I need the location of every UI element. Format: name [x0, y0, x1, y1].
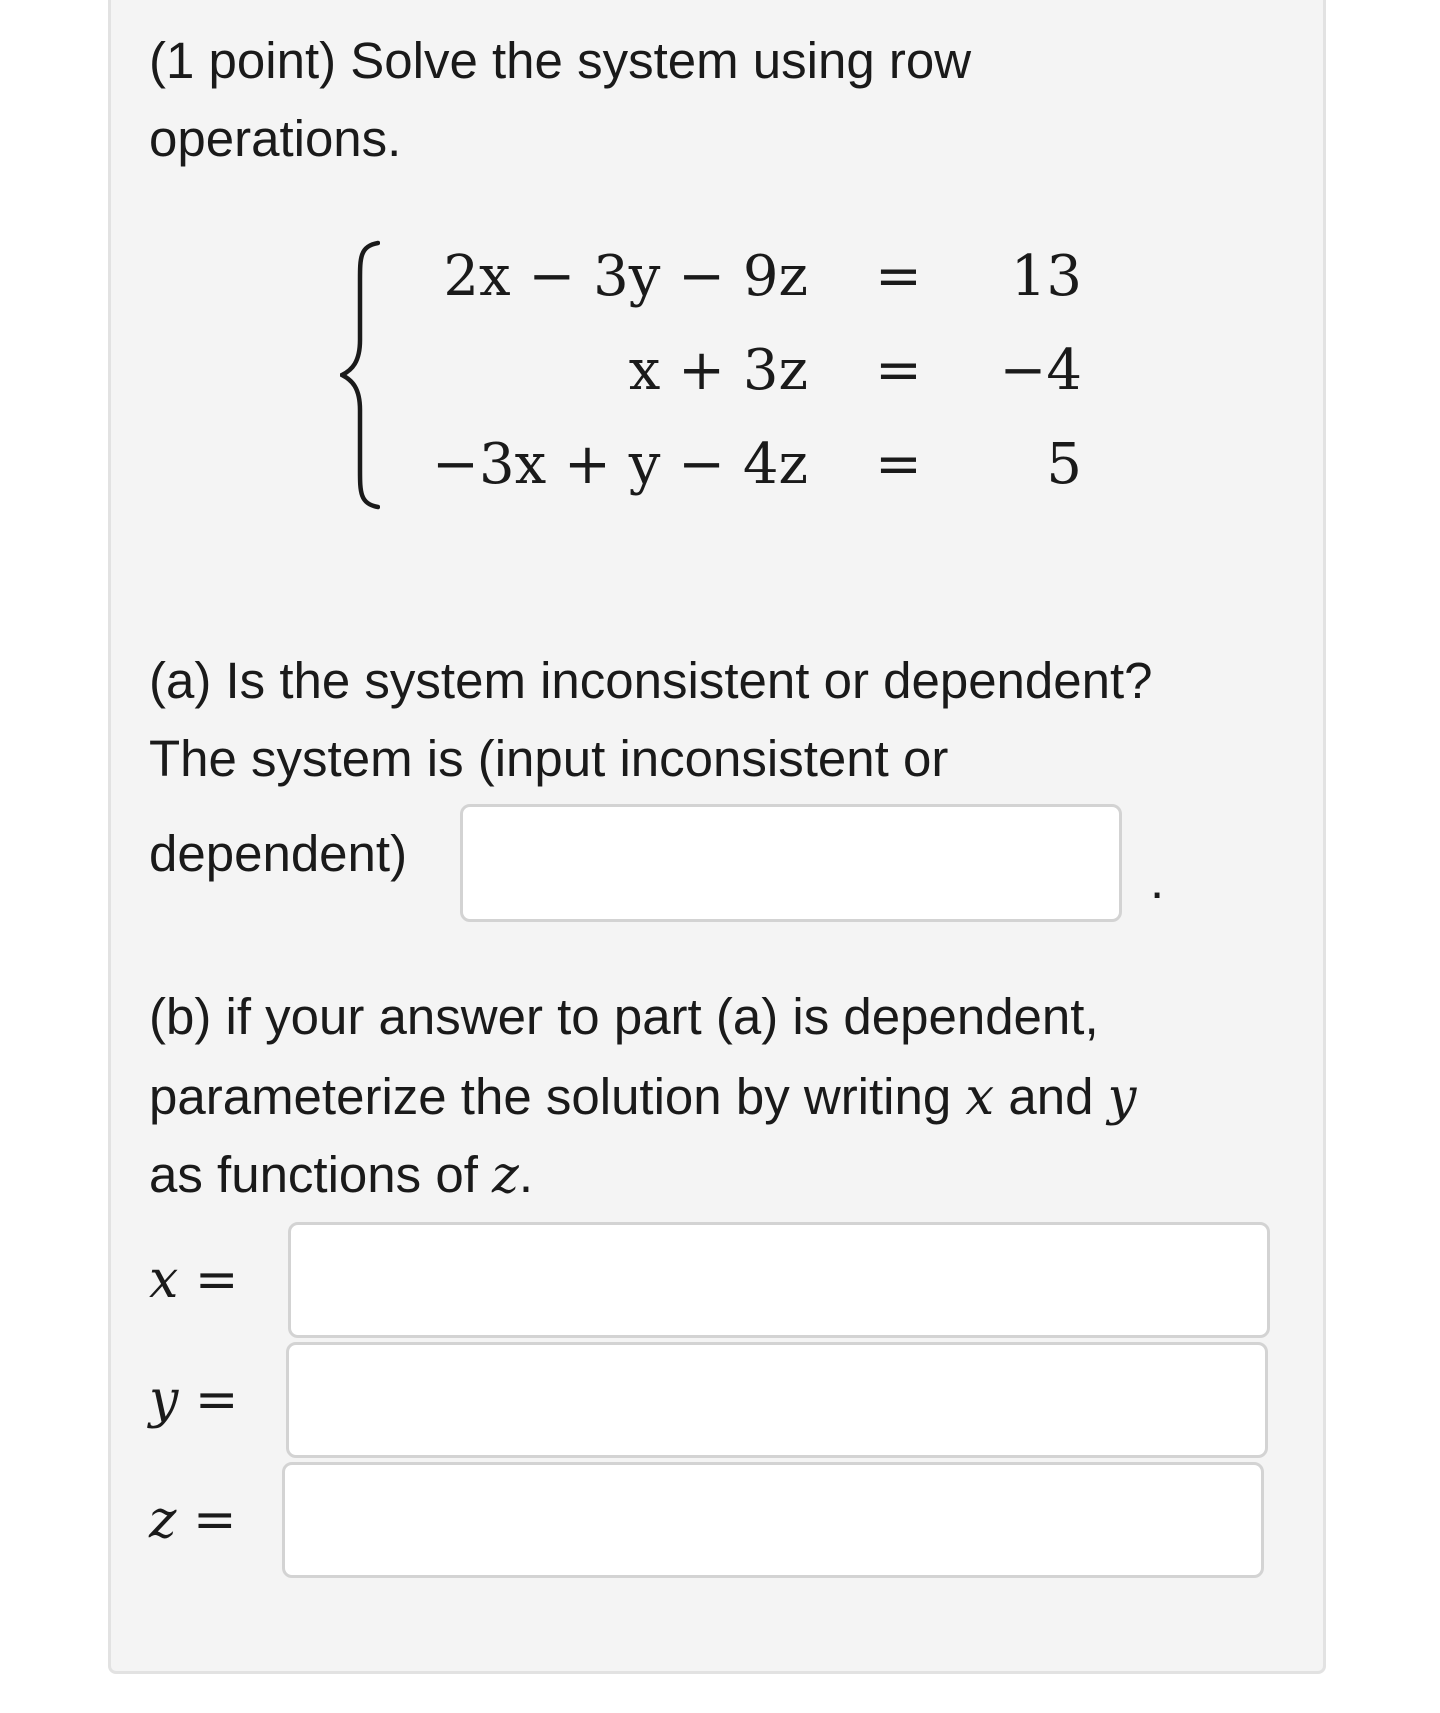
left-brace-icon	[340, 240, 380, 510]
part-b-line3-text: as functions of	[149, 1146, 493, 1203]
variable-z: z	[492, 1146, 519, 1205]
z-answer-input[interactable]	[282, 1462, 1264, 1578]
part-b-line2	[149, 1058, 1136, 1137]
equation-1-lhs: 2x − 3y − 9z	[443, 244, 808, 309]
z-label-eq: =	[192, 1490, 237, 1550]
equation-1-equals: =	[875, 244, 922, 309]
variable-x: x	[965, 1068, 995, 1127]
y-equals-label	[149, 1365, 239, 1435]
x-answer-input[interactable]	[288, 1222, 1270, 1338]
equation-3-equals: =	[875, 432, 922, 497]
part-a-period: .	[1150, 852, 1165, 909]
part-b-line2-and: and	[994, 1068, 1108, 1125]
z-label-var: z	[149, 1490, 177, 1550]
x-label-var: x	[149, 1250, 179, 1310]
y-label-eq: =	[194, 1370, 239, 1430]
variable-y: y	[1107, 1068, 1137, 1127]
part-b-line3	[149, 1136, 533, 1215]
part-a-instruction-line1: The system is (input inconsistent or	[149, 730, 949, 787]
part-b-line2-text: parameterize the solution by writing	[149, 1068, 966, 1125]
part-a-instruction-line2: dependent)	[149, 825, 408, 882]
part-b-line3-period: .	[518, 1146, 534, 1203]
y-label-var: y	[149, 1370, 179, 1430]
part-a-question: (a) Is the system inconsistent or dependent?	[149, 652, 1153, 709]
equation-2-lhs: x + 3z	[628, 338, 808, 403]
part-b-line1: (b) if your answer to part (a) is dependent,	[149, 988, 1099, 1045]
problem-title-line1: (1 point) Solve the system using row	[149, 32, 972, 89]
equation-3-lhs: −3x + y − 4z	[432, 432, 808, 497]
z-equals-label	[149, 1485, 237, 1555]
equation-2-rhs: −4	[999, 338, 1082, 403]
x-equals-label	[149, 1245, 238, 1315]
equation-1-rhs: 13	[1010, 244, 1082, 309]
equation-3-rhs: 5	[1046, 432, 1082, 497]
x-label-eq: =	[194, 1250, 239, 1310]
equation-2-equals: =	[875, 338, 922, 403]
y-answer-input[interactable]	[286, 1342, 1268, 1458]
problem-title-line2: operations.	[149, 110, 402, 167]
system-type-input[interactable]	[460, 804, 1122, 922]
